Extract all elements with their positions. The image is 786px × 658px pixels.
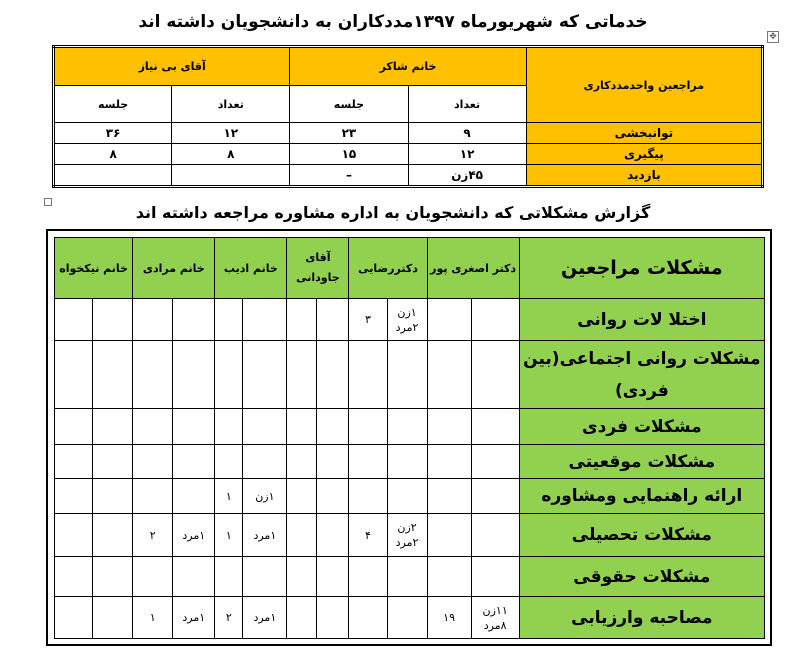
data-cell: ۱زن ۲مرد bbox=[387, 299, 427, 341]
data-cell: ۹ bbox=[408, 123, 526, 144]
data-cell bbox=[93, 299, 133, 341]
data-cell bbox=[287, 479, 317, 514]
data-cell bbox=[243, 409, 287, 445]
data-cell bbox=[172, 165, 290, 187]
data-cell: ۱زن bbox=[243, 479, 287, 514]
title-problems-report: گزارش مشکلاتی که دانشجویان به اداره مشاوره مراجعه داشته اند bbox=[135, 203, 651, 222]
data-cell bbox=[243, 299, 287, 341]
data-cell bbox=[427, 514, 471, 557]
data-cell bbox=[55, 479, 93, 514]
data-cell bbox=[215, 409, 243, 445]
counselor-header: آقای جاودانی bbox=[287, 238, 349, 299]
data-cell bbox=[215, 557, 243, 597]
data-cell bbox=[471, 514, 519, 557]
data-cell bbox=[133, 341, 173, 409]
row-label: بازدید bbox=[526, 165, 762, 187]
data-cell bbox=[93, 445, 133, 479]
problem-label: ارائه راهنمایی ومشاوره bbox=[519, 479, 764, 514]
subheader: جلسه bbox=[54, 86, 172, 123]
data-cell bbox=[471, 557, 519, 597]
problem-label: اختلا لات روانی bbox=[519, 299, 764, 341]
data-cell: ۸ bbox=[54, 144, 172, 165]
data-cell: ۲ bbox=[133, 514, 173, 557]
data-cell: ۱مرد bbox=[243, 597, 287, 639]
data-cell bbox=[173, 479, 215, 514]
table-row bbox=[55, 409, 765, 445]
services-corner-header: مراجعین واحدمددکاری bbox=[526, 47, 762, 123]
data-cell bbox=[427, 557, 471, 597]
data-cell bbox=[55, 557, 93, 597]
data-cell bbox=[55, 299, 93, 341]
data-cell bbox=[133, 299, 173, 341]
data-cell bbox=[243, 341, 287, 409]
data-cell bbox=[133, 557, 173, 597]
data-cell bbox=[243, 557, 287, 597]
data-cell bbox=[133, 409, 173, 445]
counselor-header: خانم نیکخواه bbox=[55, 238, 133, 299]
data-cell bbox=[317, 299, 349, 341]
problem-label: مشکلات موقعیتی bbox=[519, 445, 764, 479]
table-row bbox=[55, 299, 765, 341]
problem-label: مشکلات فردی bbox=[519, 409, 764, 445]
data-cell bbox=[287, 445, 317, 479]
data-cell bbox=[55, 409, 93, 445]
data-cell bbox=[317, 479, 349, 514]
data-cell bbox=[133, 445, 173, 479]
data-cell bbox=[287, 597, 317, 639]
data-cell bbox=[173, 445, 215, 479]
data-cell bbox=[471, 409, 519, 445]
data-cell bbox=[387, 341, 427, 409]
data-cell bbox=[173, 299, 215, 341]
data-cell bbox=[93, 557, 133, 597]
group-header: آقای بی نیاز bbox=[54, 47, 290, 86]
data-cell: ۱مرد bbox=[243, 514, 287, 557]
data-cell bbox=[173, 409, 215, 445]
data-cell: ۸ bbox=[172, 144, 290, 165]
data-cell bbox=[471, 445, 519, 479]
data-cell bbox=[55, 445, 93, 479]
data-cell bbox=[387, 557, 427, 597]
data-cell bbox=[349, 445, 387, 479]
data-cell bbox=[317, 445, 349, 479]
data-cell bbox=[387, 479, 427, 514]
data-cell: ۲ bbox=[215, 597, 243, 639]
data-cell: ۳ bbox=[349, 299, 387, 341]
data-cell bbox=[349, 557, 387, 597]
table-row bbox=[55, 341, 765, 409]
problems-table bbox=[54, 237, 765, 639]
problems-corner-header: مشکلات مراجعین bbox=[519, 238, 764, 299]
data-cell bbox=[317, 409, 349, 445]
row-label: توانبخشی bbox=[526, 123, 762, 144]
data-cell: ۱۵ bbox=[290, 144, 408, 165]
table-row bbox=[55, 445, 765, 479]
data-cell: ۱۱زن ۸مرد bbox=[471, 597, 519, 639]
data-cell bbox=[317, 557, 349, 597]
data-cell bbox=[215, 445, 243, 479]
data-cell bbox=[387, 445, 427, 479]
data-cell bbox=[93, 514, 133, 557]
table-row bbox=[55, 514, 765, 557]
counselor-header: خانم ادیب bbox=[215, 238, 287, 299]
data-cell bbox=[287, 299, 317, 341]
data-cell bbox=[215, 341, 243, 409]
problem-label: مشکلات تحصیلی bbox=[519, 514, 764, 557]
data-cell: ۱۲ bbox=[172, 123, 290, 144]
data-cell: ۱ bbox=[215, 514, 243, 557]
data-cell bbox=[317, 341, 349, 409]
table-row bbox=[54, 165, 763, 187]
data-cell bbox=[55, 597, 93, 639]
services-table bbox=[52, 45, 764, 188]
table-row bbox=[55, 557, 765, 597]
table-move-handle-icon[interactable]: ✥ bbox=[767, 31, 779, 43]
counselor-header: دکتر اصغری پور bbox=[427, 238, 519, 299]
data-cell: ۲۳ bbox=[290, 123, 408, 144]
data-cell bbox=[471, 479, 519, 514]
data-cell bbox=[471, 341, 519, 409]
data-cell: ۲زن ۲مرد bbox=[387, 514, 427, 557]
data-cell bbox=[349, 597, 387, 639]
data-cell bbox=[427, 409, 471, 445]
data-cell bbox=[349, 341, 387, 409]
subheader: تعداد bbox=[172, 86, 290, 123]
data-cell bbox=[173, 341, 215, 409]
data-cell bbox=[317, 514, 349, 557]
data-cell bbox=[427, 341, 471, 409]
data-cell: ۴ bbox=[349, 514, 387, 557]
data-cell bbox=[133, 479, 173, 514]
table-row bbox=[54, 144, 763, 165]
data-cell bbox=[55, 341, 93, 409]
data-cell bbox=[93, 341, 133, 409]
data-cell bbox=[93, 597, 133, 639]
data-cell bbox=[471, 299, 519, 341]
data-cell: ۱مرد bbox=[173, 597, 215, 639]
data-cell bbox=[287, 341, 317, 409]
problem-label: مشکلات حقوقی bbox=[519, 557, 764, 597]
title-services: خدماتی که شهریورماه ۱۳۹۷مددکاران به دانشجویان داشته اند bbox=[138, 12, 648, 32]
data-cell bbox=[287, 557, 317, 597]
table-row bbox=[55, 479, 765, 514]
row-label: پیگیری bbox=[526, 144, 762, 165]
data-cell: ۱مرد bbox=[173, 514, 215, 557]
data-cell bbox=[287, 409, 317, 445]
data-cell bbox=[427, 299, 471, 341]
data-cell bbox=[55, 514, 93, 557]
data-cell bbox=[93, 409, 133, 445]
problem-label: مصاحبه وارزیابی bbox=[519, 597, 764, 639]
problems-table-frame bbox=[46, 229, 772, 646]
counselor-header: خانم مرادی bbox=[133, 238, 215, 299]
data-cell bbox=[243, 445, 287, 479]
data-cell bbox=[427, 479, 471, 514]
data-cell bbox=[387, 409, 427, 445]
data-cell bbox=[349, 409, 387, 445]
data-cell: ۱ bbox=[133, 597, 173, 639]
counselor-header: دکتررضایی bbox=[349, 238, 427, 299]
data-cell bbox=[387, 597, 427, 639]
data-cell bbox=[349, 479, 387, 514]
data-cell bbox=[287, 514, 317, 557]
data-cell bbox=[173, 557, 215, 597]
data-cell: ۱۲ bbox=[408, 144, 526, 165]
data-cell bbox=[93, 479, 133, 514]
subheader: تعداد bbox=[408, 86, 526, 123]
group-header: خانم شاکر bbox=[290, 47, 526, 86]
data-cell bbox=[427, 445, 471, 479]
subheader: جلسه bbox=[290, 86, 408, 123]
data-cell: ۳۶ bbox=[54, 123, 172, 144]
data-cell bbox=[215, 299, 243, 341]
data-cell: ۴۵زن bbox=[408, 165, 526, 187]
table-row bbox=[55, 597, 765, 639]
data-cell: ۱ bbox=[215, 479, 243, 514]
data-cell bbox=[54, 165, 172, 187]
data-cell bbox=[317, 597, 349, 639]
data-cell: – bbox=[290, 165, 408, 187]
problem-label: مشکلات روانی اجتماعی(بین فردی) bbox=[519, 341, 764, 409]
data-cell: ۱۹ bbox=[427, 597, 471, 639]
table-row bbox=[54, 123, 763, 144]
